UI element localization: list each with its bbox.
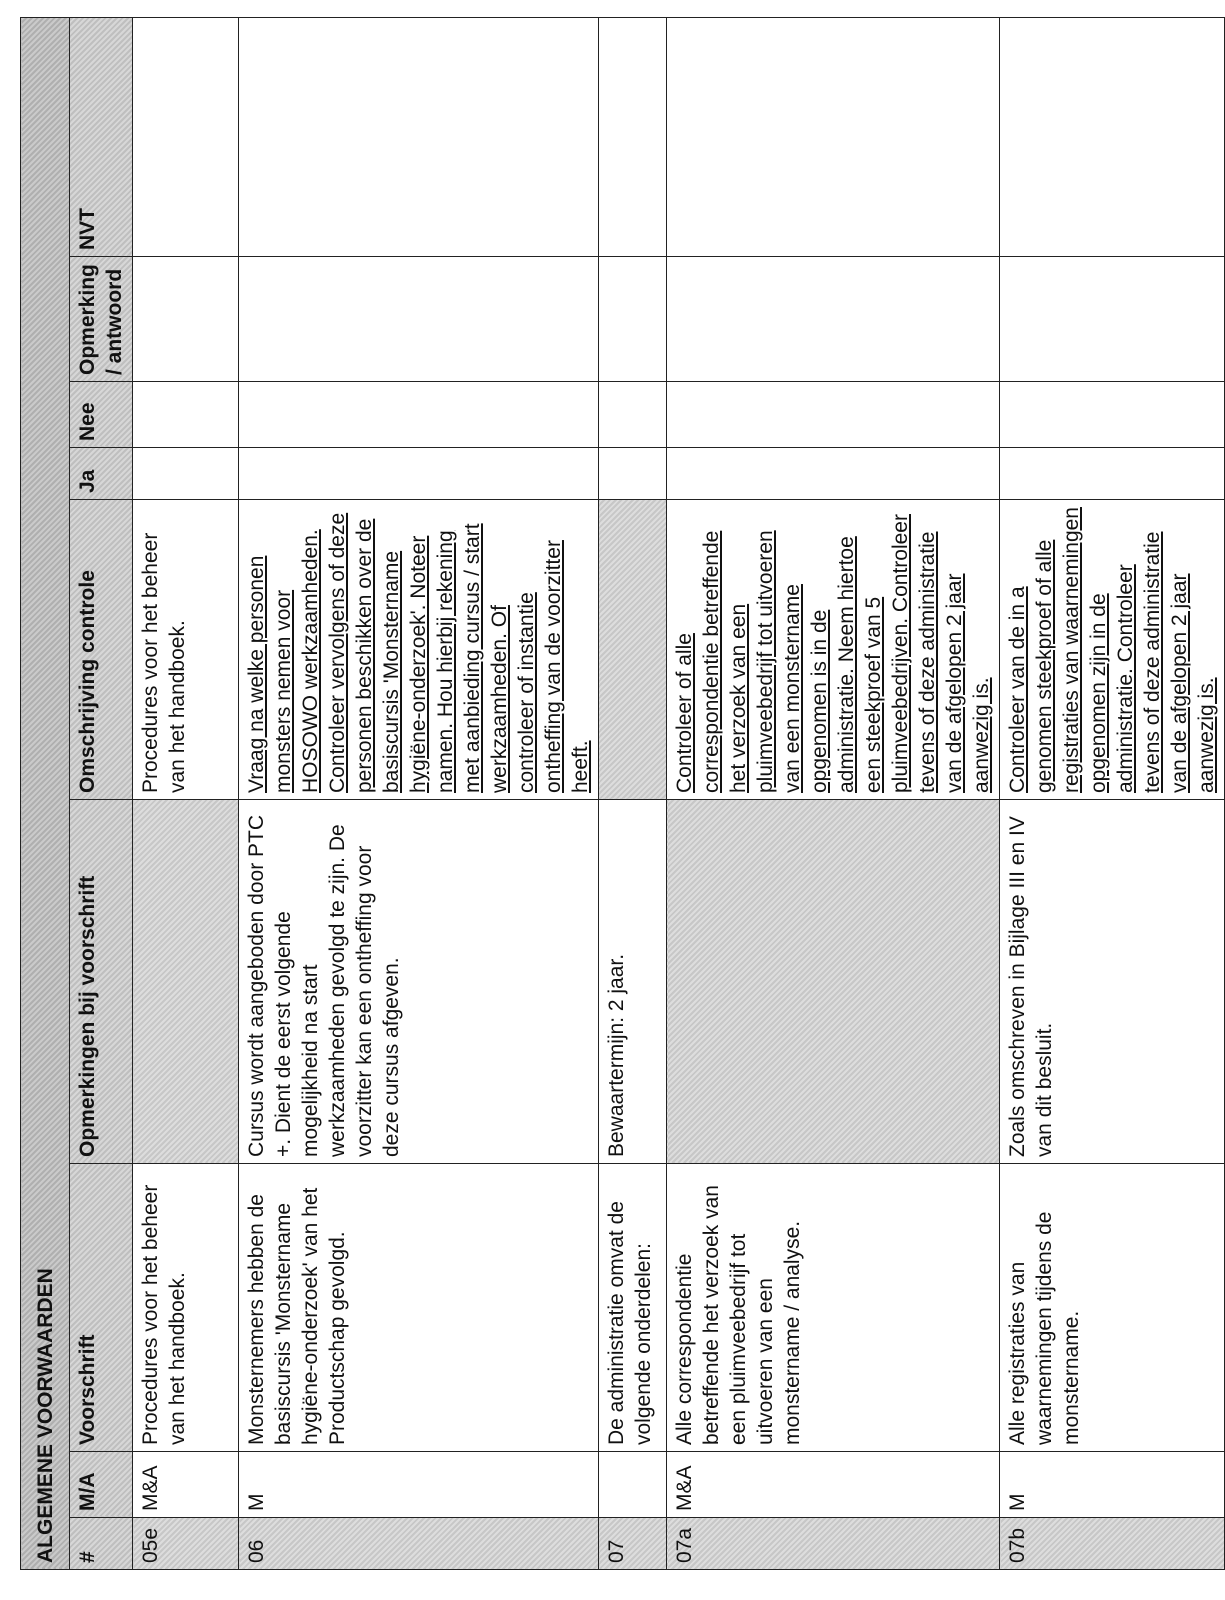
header-row: [70, 17, 133, 1569]
row-controle: Controleer of alle correspondentie betreffende het verzoek van een pluimveebedrijf tot uitvoeren van een monstername opgenomen is in de administratie. Neem hiertoe een steekproef van 5 pluimveebedrijven. Controleer tevens of deze administratie van de afgelopen 2 jaar aanwezig is.: [667, 500, 1000, 800]
row-opmerking-antwoord-cell[interactable]: [239, 257, 599, 382]
row-opmerkingen: Zoals omschreven in Bijlage III en IV van dit besluit.: [1000, 800, 1225, 1164]
table-row: [1000, 17, 1225, 1569]
col-header-nee: Nee: [70, 382, 133, 448]
row-voorschrift: Alle registraties van waarnemingen tijdens de monstername.: [1000, 1164, 1225, 1452]
col-header-ma: M/A: [70, 1452, 133, 1518]
section-title: ALGEMENE VOORWAARDEN: [21, 17, 70, 1569]
col-header-nvt: NVT: [70, 17, 133, 256]
row-voorschrift: Monsternemers hebben de basiscursis 'Monstername hygiëne-onderzoek' van het Productschap gevolgd.: [239, 1164, 599, 1452]
row-opmerkingen: [667, 800, 1000, 1164]
row-nee-cell[interactable]: [133, 382, 239, 448]
row-nr: 07a: [667, 1518, 1000, 1570]
row-opmerkingen: Cursus wordt aangeboden door PTC +. Dient de eerst volgende mogelijkheid na start werkzaamheden gevolgd te zijn. De voorzitter kan een ontheffing voor deze cursus afgeven.: [239, 800, 599, 1164]
row-nr: 07b: [1000, 1518, 1225, 1570]
table-row: [239, 17, 599, 1569]
row-ma: M&A: [133, 1452, 239, 1518]
row-nee-cell[interactable]: [599, 382, 667, 448]
row-nee-cell[interactable]: [239, 382, 599, 448]
row-controle: Procedures voor het beheer van het handboek.: [133, 500, 239, 800]
col-header-omschrijving-controle: Omschrijving controle: [70, 500, 133, 800]
row-ja-cell[interactable]: [1000, 448, 1225, 500]
row-ja-cell[interactable]: [239, 448, 599, 500]
row-voorschrift: Procedures voor het beheer van het handboek.: [133, 1164, 239, 1452]
row-controle: Vraag na welke personen monsters nemen voor HOSOWO werkzaamheden. Controleer vervolgens of deze personen beschikken over de basiscursis 'Monstername hygiëne-onderzoek'. Noteer namen. Hou hierbij rekening met aanbieding cursus / start werkzaamheden. Of controleer of instantie ontheffing van de voorzitter heeft.: [239, 500, 599, 800]
row-opmerking-antwoord-cell[interactable]: [599, 257, 667, 382]
row-ma: [599, 1452, 667, 1518]
row-voorschrift: De administratie omvat de volgende onderdelen:: [599, 1164, 667, 1452]
row-controle: Controleer van de in a genomen steekproef of alle registraties van waarnemingen opgenomen zijn in de administratie. Controleer tevens of deze administratie van de afgelopen 2 jaar aanwezig is.: [1000, 500, 1225, 800]
row-ma: M: [1000, 1452, 1225, 1518]
col-header-nr: #: [70, 1518, 133, 1570]
row-nr: 07: [599, 1518, 667, 1570]
row-nvt-cell[interactable]: [239, 17, 599, 256]
col-header-voorschrift: Voorschrift: [70, 1164, 133, 1452]
table-row: [599, 17, 667, 1569]
row-nee-cell[interactable]: [667, 382, 1000, 448]
checklist-table: [20, 17, 1225, 1570]
row-opmerking-antwoord-cell[interactable]: [1000, 257, 1225, 382]
row-nvt-cell[interactable]: [1000, 17, 1225, 256]
checklist-page: [20, 18, 1218, 1570]
col-header-ja: Ja: [70, 448, 133, 500]
row-opmerking-antwoord-cell[interactable]: [133, 257, 239, 382]
row-nee-cell[interactable]: [1000, 382, 1225, 448]
row-nvt-cell[interactable]: [667, 17, 1000, 256]
row-voorschrift: Alle correspondentie betreffende het verzoek van een pluimveebedrijf tot uitvoeren van een monstername / analyse.: [667, 1164, 1000, 1452]
row-ja-cell[interactable]: [133, 448, 239, 500]
row-ma: M: [239, 1452, 599, 1518]
row-controle: [599, 500, 667, 800]
row-nr: 06: [239, 1518, 599, 1570]
row-opmerking-antwoord-cell[interactable]: [667, 257, 1000, 382]
row-nvt-cell[interactable]: [599, 17, 667, 256]
row-ja-cell[interactable]: [667, 448, 1000, 500]
row-ja-cell[interactable]: [599, 448, 667, 500]
table-row: [667, 17, 1000, 1569]
row-ma: M&A: [667, 1452, 1000, 1518]
col-header-opmerking-antwoord: Opmerking / antwoord: [70, 257, 133, 382]
col-header-opmerkingen-voorschrift: Opmerkingen bij voorschrift: [70, 800, 133, 1164]
row-opmerkingen: Bewaartermijn: 2 jaar.: [599, 800, 667, 1164]
row-nvt-cell[interactable]: [133, 17, 239, 256]
row-nr: 05e: [133, 1518, 239, 1570]
row-opmerkingen: [133, 800, 239, 1164]
table-row: [133, 17, 239, 1569]
